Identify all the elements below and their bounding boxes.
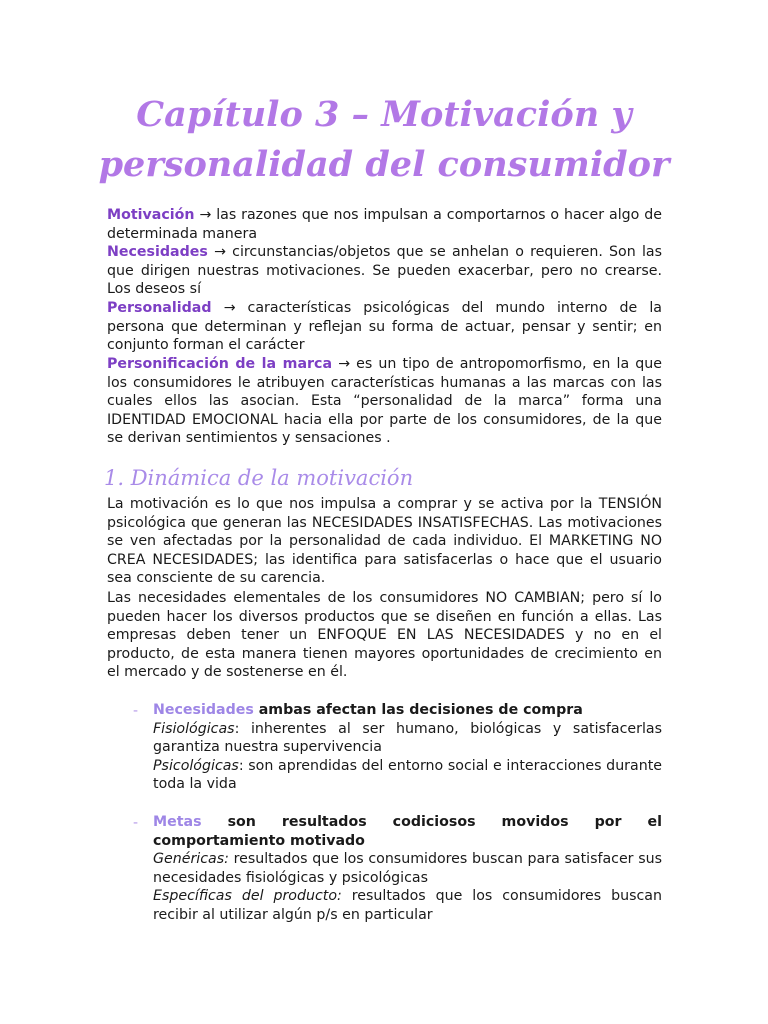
label-motivacion: Motivación [107, 207, 195, 223]
bullet-marker: - [133, 703, 139, 719]
text-personalidad: → características psicológicas del mundo interno de la persona que determinan y reflejan su forma de actuar, pensar y sentir; en conjunto forman el carácter [107, 300, 662, 354]
term: Psicológicas [153, 757, 239, 774]
text-personificacion: → es un tipo de antropomorfismo, en la que los consumidores le atribuyen características humanas a las marcas con las cuales ellos las asocian. Esta “personalidad de la marca” forma una IDENTIDAD EMOCIONAL hacia ella por parte de los consumidores, de la que se derivan sentimientos y sensaciones . [107, 356, 662, 447]
label-personalidad: Personalidad [107, 300, 212, 316]
term: Fisiológicas [153, 720, 235, 737]
text-necesidades: → circunstancias/objetos que se anhelan o requieren. Son las que dirigen nuestras motivaciones. Se pueden exacerbar, pero no crearse. Los deseos sí [107, 244, 662, 298]
bullet-label: Metas [153, 814, 202, 830]
term-text: : inherentes al ser humano, biológicas y satisfacerlas garantiza nuestra supervivencia [153, 720, 662, 756]
term-text: resultados que los consumidores buscan recibir al utilizar algún p/s en particular [153, 888, 662, 923]
label-necesidades: Necesidades [107, 244, 208, 260]
term-text: : son aprendidas del entorno social e interacciones durante toda la vida [153, 757, 662, 793]
term-text: resultados que los consumidores buscan para satisfacer sus necesidades fisiológicas y psicológicas [153, 851, 662, 886]
page-title: Capítulo 3 – Motivación y personalidad del consumidor [98, 94, 670, 185]
label-personificacion: Personificación de la marca [107, 356, 333, 372]
section-heading: 1. Dinámica de la motivación [104, 466, 414, 490]
section-paragraph-2: Las necesidades elementales de los consumidores NO CAMBIAN; pero sí lo pueden hacer los diversos productos que se diseñen en función a ellas. Las empresas deben tener un ENFOQUE EN LAS NECESIDADES y no en el producto, de esta manera tienen mayores oportunidades de crecimiento en el mercado y de sostenerse en él. [107, 590, 662, 681]
bullet-label: Necesidades [153, 702, 254, 718]
term: Específicas del producto: [153, 888, 342, 905]
bullet-title: ambas afectan las decisiones de compra [253, 702, 583, 718]
term: Genéricas: [153, 851, 229, 868]
definition-personalidad [107, 299, 662, 355]
bullet-metas [153, 813, 662, 925]
definition-motivacion [107, 206, 662, 243]
section-paragraph-1: La motivación es lo que nos impulsa a comprar y se activa por la TENSIÓN psicológica que generan las NECESIDADES INSATISFECHAS. Las motivaciones se ven afectadas por la personalidad de cada individuo. El MARKETING NO CREA NECESIDADES; las identifica para satisfacerlas o hace que el usuario sea consciente de su carencia. [107, 496, 662, 587]
bullet-necesidades [153, 701, 662, 794]
bullet-marker: - [133, 815, 139, 831]
text-motivacion: → las razones que nos impulsan a comportarnos o hacer algo de determinada manera [107, 207, 662, 242]
definition-necesidades [107, 243, 662, 299]
definition-personificacion [107, 355, 662, 448]
bullet-title: son resultados codiciosos movidos por el comportamiento motivado [153, 814, 662, 849]
